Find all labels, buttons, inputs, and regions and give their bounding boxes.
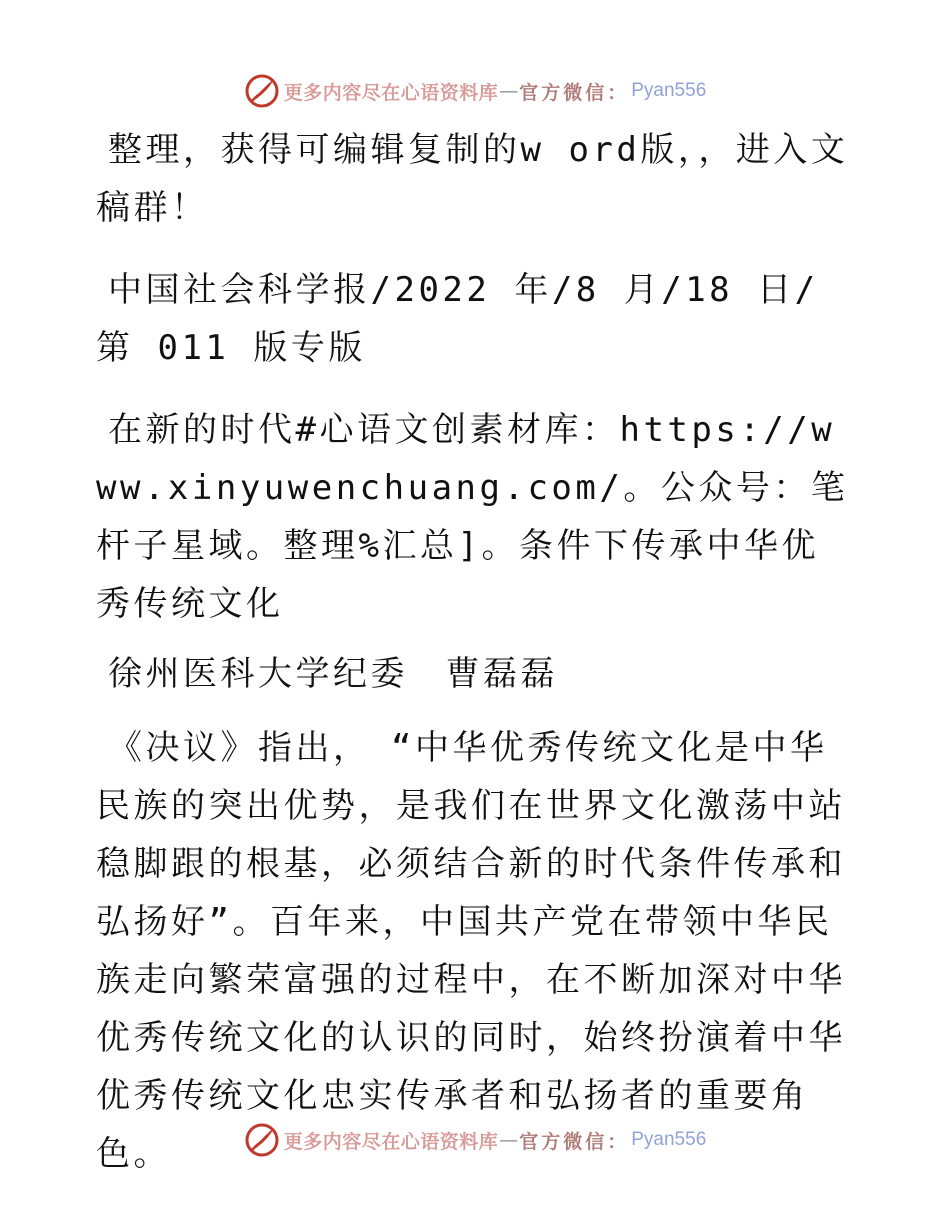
banner-text: 更多内容尽在心语资料库 xyxy=(283,81,499,104)
paragraph-intro-text: 整理，获得可编辑复制的w ord版，，进入文稿群！ xyxy=(96,130,849,228)
paragraph-title xyxy=(96,401,856,633)
paragraph-intro xyxy=(96,121,856,237)
paragraph-author xyxy=(96,645,856,703)
paragraph-source-text: 中国社会科学报/2022 年/8 月/18 日/第 011 版专版 xyxy=(96,270,819,368)
paragraph-body-text: 《决议》指出， “中华优秀传统文化是中华民族的突出优势，是我们在世界文化激荡中站稳脚跟的根基，必须结合新的时代条件传承和弘扬好”。百年来，中国共产党在带领中华民族走向繁荣富强的过程中，在不断加深对中华优秀传统文化的认识的同时，始终扮演着中华优秀传统文化忠实传承者和弘扬者的重要角色。 xyxy=(96,728,846,1174)
paragraph-author-text: 徐州医科大学纪委 曹磊磊 xyxy=(108,654,558,694)
banner-wechat-id: Pyan556 xyxy=(631,1129,707,1150)
quill-logo-icon xyxy=(244,1122,280,1158)
quill-logo-icon xyxy=(244,73,280,109)
banner-wechat-id: Pyan556 xyxy=(631,80,707,101)
document-body xyxy=(96,121,856,1183)
banner-separator: — xyxy=(499,80,519,102)
footer-watermark-banner xyxy=(0,1120,950,1160)
banner-wechat-label: 官方微信： xyxy=(519,1130,630,1153)
banner-separator: — xyxy=(499,1129,519,1151)
paragraph-source xyxy=(96,261,856,377)
paragraph-title-text: 在新的时代#心语文创素材库：https://www.xinyuwenchuang.com/。公众号：笔杆子星域。整理%汇总]。条件下传承中华优秀传统文化 xyxy=(96,410,849,624)
banner-wechat-label: 官方微信： xyxy=(519,81,630,104)
paragraph-body xyxy=(96,719,856,1183)
banner-text: 更多内容尽在心语资料库 xyxy=(283,1130,499,1153)
header-watermark-banner xyxy=(0,71,950,111)
